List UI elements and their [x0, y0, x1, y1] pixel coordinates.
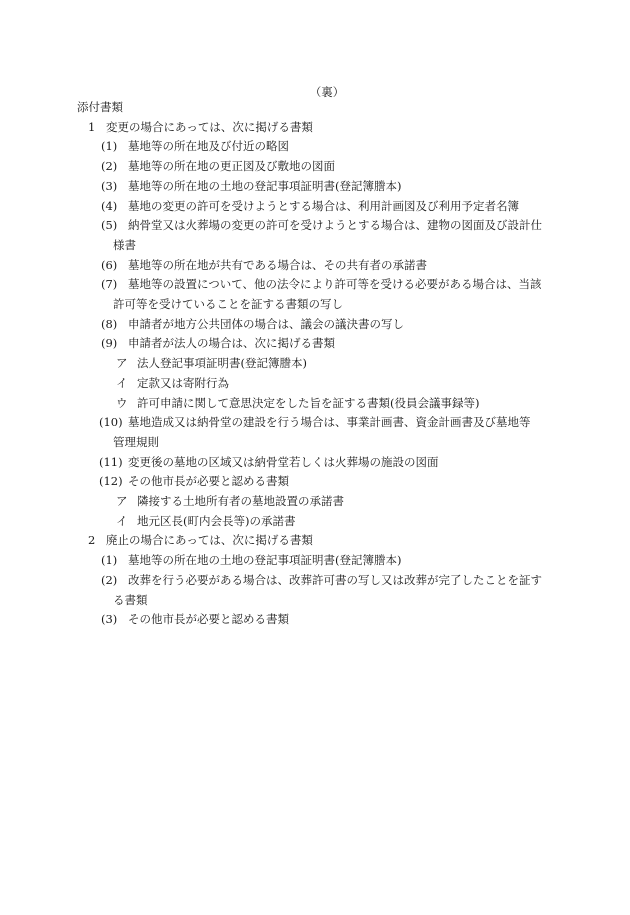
subitem-text: 定款又は寄附行為 — [137, 375, 229, 390]
item-text: 墓地造成又は納骨堂の建設を行う場合は、事業計画書、資金計画書及び墓地等 — [128, 415, 531, 430]
item-number: (12) — [99, 474, 123, 489]
item-number: (1) — [101, 139, 118, 154]
item-text: その他市長が必要と認める書類 — [128, 474, 289, 489]
item-number: (3) — [101, 612, 118, 627]
item-text: 改葬を行う必要がある場合は、改葬許可書の写し又は改葬が完了したことを証す — [128, 572, 542, 587]
subitem-label: イ — [116, 513, 128, 528]
item-text: 墓地等の所在地の土地の登記事項証明書(登記簿謄本) — [128, 178, 402, 193]
subitem-text: 地元区長(町内会長等)の承諾書 — [137, 513, 296, 528]
item-text-continuation: 管理規則 — [113, 434, 159, 449]
section-text: 廃止の場合にあっては、次に掲げる書類 — [106, 533, 313, 548]
page-side-label: （裏） — [309, 85, 345, 99]
item-number: (8) — [101, 316, 118, 331]
item-text: その他市長が必要と認める書類 — [128, 612, 289, 627]
subitem-label: ウ — [116, 395, 128, 410]
subitem-label: イ — [116, 375, 128, 390]
item-text: 変更後の墓地の区域又は納骨堂若しくは火葬場の施設の図面 — [128, 454, 439, 469]
section-heading: 添付書類 — [77, 100, 123, 114]
item-text: 墓地の変更の許可を受けようとする場合は、利用計画図及び利用予定者名簿 — [128, 198, 519, 213]
subitem-text: 許可申請に関して意思決定をした旨を証する書類(役員会議事録等) — [137, 395, 480, 410]
item-text-continuation: 様書 — [113, 237, 136, 252]
item-number: (3) — [101, 178, 118, 193]
item-text: 墓地等の設置について、他の法令により許可等を受ける必要がある場合は、当該 — [128, 277, 542, 292]
section-text: 変更の場合にあっては、次に掲げる書類 — [106, 119, 313, 134]
section-number: 1 — [88, 119, 96, 134]
item-text: 申請者が地方公共団体の場合は、議会の議決書の写し — [128, 316, 404, 331]
item-number: (2) — [101, 159, 118, 174]
item-number: (6) — [101, 257, 118, 272]
item-number: (11) — [99, 454, 123, 469]
item-number: (7) — [101, 277, 118, 292]
item-text: 納骨堂又は火葬場の変更の許可を受けようとする場合は、建物の図面及び設計仕 — [128, 218, 542, 233]
section-number: 2 — [88, 533, 96, 548]
item-text-continuation: る書類 — [113, 592, 148, 607]
item-text: 墓地等の所在地の土地の登記事項証明書(登記簿謄本) — [128, 553, 402, 568]
item-number: (10) — [99, 415, 123, 430]
item-text-continuation: 許可等を受けていることを証する書類の写し — [113, 297, 343, 311]
item-text: 墓地等の所在地が共有である場合は、その共有者の承諾書 — [128, 257, 427, 272]
subitem-text: 法人登記事項証明書(登記簿謄本) — [137, 356, 307, 371]
item-text: 墓地等の所在地及び付近の略図 — [128, 139, 289, 154]
item-number: (4) — [101, 198, 118, 213]
item-number: (1) — [101, 553, 118, 568]
item-text: 墓地等の所在地の更正図及び敷地の図面 — [128, 159, 335, 174]
subitem-label: ア — [116, 494, 128, 508]
subitem-label: ア — [116, 356, 128, 371]
item-number: (2) — [101, 572, 118, 587]
item-number: (9) — [101, 336, 118, 351]
item-text: 申請者が法人の場合は、次に掲げる書類 — [128, 336, 335, 351]
item-number: (5) — [101, 218, 118, 233]
subitem-text: 隣接する土地所有者の墓地設置の承諾書 — [137, 494, 344, 508]
